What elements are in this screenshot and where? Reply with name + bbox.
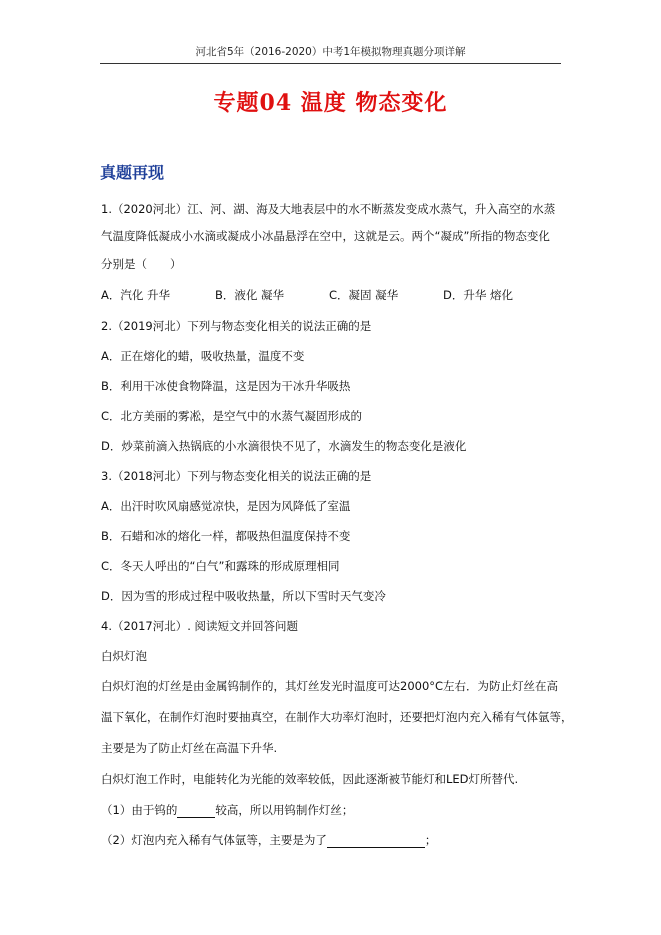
q3-option-c: C．冬天人呼出的“白气”和露珠的形成原理相同 <box>101 559 340 573</box>
q1-options <box>101 287 557 303</box>
q1-option-c: C．凝固 凝华 <box>329 288 399 302</box>
q3-stem: 3.（2018河北）下列与物态变化相关的说法正确的是 <box>101 469 372 483</box>
answer-blank-1[interactable] <box>177 805 215 818</box>
q1-option-d: D．升华 熔化 <box>443 288 514 302</box>
q4-sub-question-1 <box>101 802 353 818</box>
q4-sub1-prefix: （1）由于钨的 <box>101 803 178 817</box>
q4-sub2-suffix: ； <box>424 833 437 847</box>
q4-paragraph-1-line-2: 温下氧化，在制作灯泡时要抽真空，在制作大功率灯泡时，还要把灯泡内充入稀有气体氩等， <box>101 710 573 724</box>
q2-option-c: C．北方美丽的雾凇，是空气中的水蒸气凝固形成的 <box>101 409 363 423</box>
section-heading: 真题再现 <box>100 163 165 182</box>
q2-option-b: B．利用干冰使食物降温，这是因为干冰升华吸热 <box>101 379 351 393</box>
q4-paragraph-2: 白炽灯泡工作时，电能转化为光能的效率较低，因此逐渐被节能灯和LED灯所替代. <box>101 772 519 786</box>
q1-line-3: 分别是（ ） <box>101 257 182 271</box>
q4-paragraph-1-line-1: 白炽灯泡的灯丝是由金属钨制作的，其灯丝发光时温度可达2000°C左右．为防止灯丝在高 <box>101 679 559 693</box>
q1-option-a: A．汽化 升华 <box>101 288 171 302</box>
q3-option-b: B．石蜡和冰的熔化一样，都吸热但温度保持不变 <box>101 529 351 543</box>
q4-paragraph-1-line-3: 主要是为了防止灯丝在高温下升华. <box>101 741 278 755</box>
q2-stem: 2.（2019河北）下列与物态变化相关的说法正确的是 <box>101 319 372 333</box>
page-header: 河北省5年（2016-2020）中考1年模拟物理真题分项详解 <box>100 44 561 64</box>
q4-heading: 白炽灯泡 <box>101 649 147 663</box>
q4-sub2-prefix: （2）灯泡内充入稀有气体氩等，主要是为了 <box>101 833 327 847</box>
q4-sub1-suffix: 较高，所以用钨制作灯丝； <box>215 803 354 817</box>
q4-stem: 4.（2017河北）. 阅读短文并回答问题 <box>101 619 299 633</box>
q3-option-d: D．因为雪的形成过程中吸收热量，所以下雪时天气变冷 <box>101 589 386 603</box>
q4-sub-question-2 <box>101 832 436 848</box>
q2-option-a: A．正在熔化的蜡，吸收热量，温度不变 <box>101 349 305 363</box>
page-title: 专题04 温度 物态变化 <box>213 90 448 116</box>
q1-option-b: B．液化 凝华 <box>215 288 285 302</box>
q1-line-1: 1.（2020河北）江、河、湖、海及大地表层中的水不断蒸发变成水蒸气，升入高空的水蒸 <box>101 202 556 216</box>
q2-option-d: D．炒菜前滴入热锅底的小水滴很快不见了，水滴发生的物态变化是液化 <box>101 439 467 453</box>
q1-line-2: 气温度降低凝成小水滴或凝成小冰晶悬浮在空中，这就是云。两个“凝成”所指的物态变化 <box>101 229 550 243</box>
answer-blank-2[interactable] <box>327 835 425 848</box>
q3-option-a: A．出汗时吹风扇感觉凉快，是因为风降低了室温 <box>101 499 351 513</box>
